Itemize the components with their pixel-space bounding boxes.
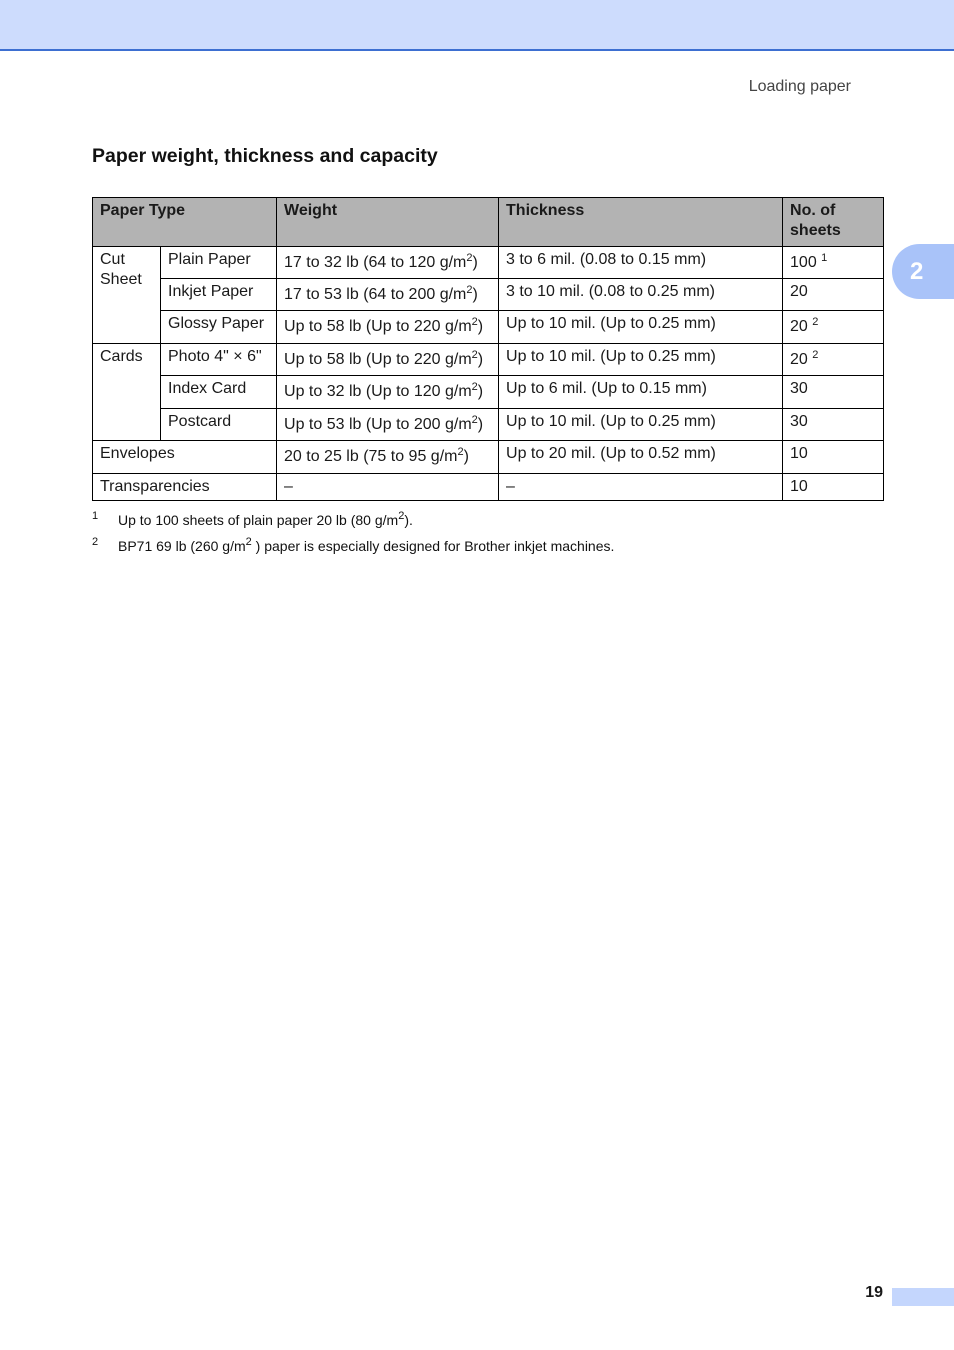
- weight-text: 20 to 25 lb (75 to 95 g/m: [284, 448, 458, 465]
- weight-text: 17 to 32 lb (64 to 120 g/m: [284, 254, 467, 271]
- sheets-value: 20: [790, 318, 808, 335]
- paper-type-cell: Inkjet Paper: [161, 279, 277, 311]
- sheets-cell: [783, 247, 884, 279]
- weight-close: ): [477, 383, 484, 400]
- group-cut-sheet-line1: Cut: [100, 251, 125, 268]
- weight-close: ): [477, 416, 484, 433]
- table-row: [93, 441, 884, 474]
- table-row: [93, 311, 884, 344]
- weight-cell: [277, 409, 499, 441]
- sheets-cell: [783, 376, 884, 409]
- weight-text: 17 to 53 lb (64 to 200 g/m: [284, 286, 467, 303]
- weight-cell: [277, 311, 499, 344]
- paper-type-cell: Glossy Paper: [161, 311, 277, 344]
- paper-type-cell: Postcard: [161, 409, 277, 441]
- weight-text: Up to 58 lb (Up to 220 g/m: [284, 351, 472, 368]
- footnote-text: [118, 512, 413, 528]
- footnote-text: [118, 538, 614, 554]
- header-paper-type: Paper Type: [93, 198, 277, 247]
- header-sheets-line2: sheets: [790, 222, 841, 239]
- sheets-cell: [783, 344, 884, 376]
- table-header-row: [93, 198, 884, 247]
- chapter-tab: 2: [892, 244, 954, 299]
- weight-cell: [277, 344, 499, 376]
- table-row: [93, 279, 884, 311]
- header-weight: Weight: [277, 198, 499, 247]
- page-number: 19: [865, 1284, 883, 1301]
- sheets-cell: [783, 441, 884, 474]
- header-thickness: Thickness: [499, 198, 783, 247]
- footnote-number: 1: [92, 510, 99, 522]
- thickness-cell: Up to 10 mil. (Up to 0.25 mm): [499, 409, 783, 441]
- header-sheets-line1: No. of: [790, 202, 836, 219]
- paper-type-cell: Envelopes: [93, 441, 277, 474]
- paper-type-cell: Index Card: [161, 376, 277, 409]
- weight-cell: [277, 376, 499, 409]
- running-header: Loading paper: [748, 78, 851, 95]
- sheets-cell: [783, 474, 884, 501]
- footer-bar: [892, 1288, 954, 1306]
- footnote-ref: 2: [812, 349, 819, 361]
- section-title: Paper weight, thickness and capacity: [92, 145, 438, 167]
- group-cut-sheet: [93, 247, 161, 344]
- table-row: [93, 409, 884, 441]
- group-cards: Cards: [93, 344, 161, 441]
- weight-close: ): [477, 351, 484, 368]
- paper-type-cell: Photo 4" × 6": [161, 344, 277, 376]
- sheets-value: 30: [790, 380, 808, 397]
- weight-close: ): [472, 286, 478, 303]
- unit-superscript: 2: [471, 414, 478, 426]
- sheets-value: 20: [790, 351, 808, 368]
- weight-text: Up to 32 lb (Up to 120 g/m: [284, 383, 472, 400]
- unit-superscript: 2: [398, 510, 405, 522]
- sheets-value: 10: [790, 445, 808, 462]
- unit-superscript: 2: [466, 284, 473, 296]
- sheets-cell: [783, 409, 884, 441]
- paper-type-cell: Transparencies: [93, 474, 277, 501]
- unit-superscript: 2: [471, 316, 478, 328]
- weight-close: ): [477, 318, 484, 335]
- top-header-band: [0, 0, 954, 51]
- weight-text: Up to 53 lb (Up to 200 g/m: [284, 416, 472, 433]
- table-row: [93, 376, 884, 409]
- footnote-text-after: ) paper is especially designed for Brother inkjet machines.: [251, 538, 615, 554]
- table-row: [93, 344, 884, 376]
- unit-superscript: 2: [466, 252, 473, 264]
- thickness-cell: Up to 10 mil. (Up to 0.25 mm): [499, 311, 783, 344]
- thickness-cell: 3 to 6 mil. (0.08 to 0.15 mm): [499, 247, 783, 279]
- sheets-cell: [783, 311, 884, 344]
- sheets-value: 20: [790, 283, 808, 300]
- thickness-cell: 3 to 10 mil. (0.08 to 0.25 mm): [499, 279, 783, 311]
- thickness-cell: Up to 6 mil. (Up to 0.15 mm): [499, 376, 783, 409]
- footnote-text-before: Up to 100 sheets of plain paper 20 lb (80 g/m: [118, 512, 399, 528]
- unit-superscript: 2: [471, 349, 478, 361]
- weight-cell: [277, 441, 499, 474]
- weight-close: ): [472, 254, 478, 271]
- unit-superscript: 2: [471, 381, 478, 393]
- weight-close: ): [463, 448, 469, 465]
- unit-superscript: 2: [245, 536, 252, 548]
- sheets-cell: [783, 279, 884, 311]
- group-cut-sheet-line2: Sheet: [100, 271, 142, 288]
- weight-cell: [277, 247, 499, 279]
- paper-type-cell: Plain Paper: [161, 247, 277, 279]
- thickness-cell: –: [499, 474, 783, 501]
- thickness-cell: Up to 20 mil. (Up to 0.52 mm): [499, 441, 783, 474]
- header-sheets: [783, 198, 884, 247]
- table-row: [93, 474, 884, 501]
- unit-superscript: 2: [457, 446, 464, 458]
- sheets-value: 10: [790, 478, 808, 495]
- footnote-text-after: ).: [404, 512, 413, 528]
- sheets-value: 100: [790, 254, 817, 271]
- weight-text: Up to 58 lb (Up to 220 g/m: [284, 318, 472, 335]
- table-row: [93, 247, 884, 279]
- footnote-text-before: BP71 69 lb (260 g/m: [118, 538, 246, 554]
- weight-cell: –: [277, 474, 499, 501]
- sheets-value: 30: [790, 413, 808, 430]
- footnote-ref: 2: [812, 316, 819, 328]
- footnote-ref: 1: [821, 252, 828, 264]
- paper-spec-table: [92, 197, 884, 501]
- thickness-cell: Up to 10 mil. (Up to 0.25 mm): [499, 344, 783, 376]
- weight-cell: [277, 279, 499, 311]
- footnote-number: 2: [92, 536, 99, 548]
